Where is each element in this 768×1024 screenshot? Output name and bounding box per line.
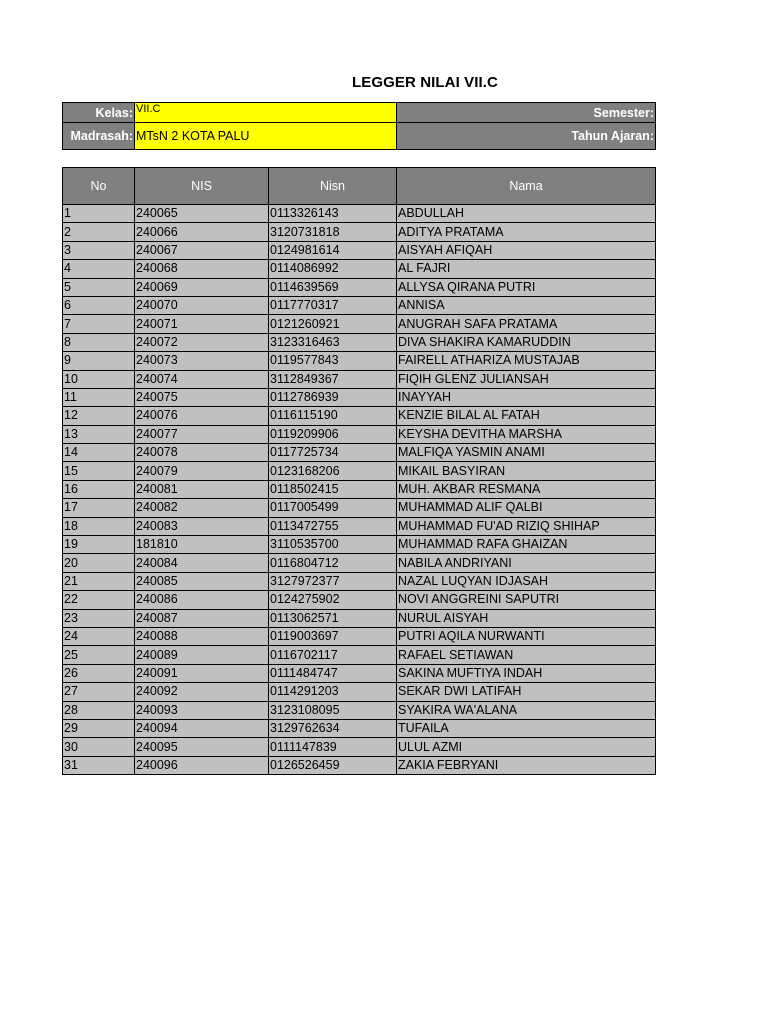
cell-nama: RAFAEL SETIAWAN (397, 646, 656, 664)
table-row (63, 278, 656, 296)
cell-nisn: 0113062571 (269, 609, 397, 627)
cell-nisn: 0119003697 (269, 627, 397, 645)
cell-nama: ADITYA PRATAMA (397, 223, 656, 241)
cell-no: 13 (63, 425, 135, 443)
cell-nis: 240086 (135, 591, 269, 609)
cell-nama: SEKAR DWI LATIFAH (397, 683, 656, 701)
table-row (63, 296, 656, 314)
cell-no: 25 (63, 646, 135, 664)
cell-nama: NOVI ANGGREINI SAPUTRI (397, 591, 656, 609)
cell-nis: 240078 (135, 444, 269, 462)
cell-no: 26 (63, 664, 135, 682)
table-row (63, 609, 656, 627)
cell-nama: MUHAMMAD FU'AD RIZIQ SHIHAP (397, 517, 656, 535)
cell-nisn: 0113472755 (269, 517, 397, 535)
table-row (63, 536, 656, 554)
cell-nama: KENZIE BILAL AL FATAH (397, 407, 656, 425)
cell-nama: ZAKIA FEBRYANI (397, 756, 656, 774)
table-row (63, 554, 656, 572)
cell-no: 10 (63, 370, 135, 388)
cell-nis: 240069 (135, 278, 269, 296)
cell-nis: 240089 (135, 646, 269, 664)
cell-nis: 181810 (135, 536, 269, 554)
cell-no: 30 (63, 738, 135, 756)
table-row (63, 352, 656, 370)
table-row (63, 517, 656, 535)
cell-nis: 240076 (135, 407, 269, 425)
cell-no: 14 (63, 444, 135, 462)
cell-nis: 240068 (135, 260, 269, 278)
cell-nisn: 0111484747 (269, 664, 397, 682)
cell-nisn: 0117005499 (269, 499, 397, 517)
cell-no: 2 (63, 223, 135, 241)
cell-no: 23 (63, 609, 135, 627)
cell-nama: MUHAMMAD ALIF QALBI (397, 499, 656, 517)
cell-nis: 240088 (135, 627, 269, 645)
cell-no: 15 (63, 462, 135, 480)
cell-nis: 240092 (135, 683, 269, 701)
madrasah-value: MTsN 2 KOTA PALU (135, 123, 397, 150)
cell-nis: 240071 (135, 315, 269, 333)
cell-nisn: 3123108095 (269, 701, 397, 719)
cell-nisn: 3129762634 (269, 719, 397, 737)
table-row (63, 591, 656, 609)
cell-nama: KEYSHA DEVITHA MARSHA (397, 425, 656, 443)
student-table (62, 167, 656, 775)
cell-nis: 240074 (135, 370, 269, 388)
cell-nisn: 3112849367 (269, 370, 397, 388)
header-nisn: Nisn (269, 168, 397, 205)
table-row (63, 683, 656, 701)
table-row (63, 260, 656, 278)
table-row (63, 646, 656, 664)
cell-nis: 240079 (135, 462, 269, 480)
cell-no: 9 (63, 352, 135, 370)
table-row (63, 480, 656, 498)
cell-nama: SAKINA MUFTIYA INDAH (397, 664, 656, 682)
cell-nisn: 0113326143 (269, 205, 397, 223)
cell-nis: 240083 (135, 517, 269, 535)
cell-no: 29 (63, 719, 135, 737)
cell-no: 17 (63, 499, 135, 517)
page-title: LEGGER NILAI VII.C (352, 74, 498, 91)
cell-no: 3 (63, 241, 135, 259)
cell-no: 27 (63, 683, 135, 701)
cell-nama: AL FAJRI (397, 260, 656, 278)
cell-nis: 240065 (135, 205, 269, 223)
cell-nisn: 0116804712 (269, 554, 397, 572)
cell-nama: MUHAMMAD RAFA GHAIZAN (397, 536, 656, 554)
cell-nisn: 0123168206 (269, 462, 397, 480)
cell-no: 24 (63, 627, 135, 645)
cell-nama: MUH. AKBAR RESMANA (397, 480, 656, 498)
table-row (63, 499, 656, 517)
cell-nisn: 3123316463 (269, 333, 397, 351)
semester-label: Semester: (397, 103, 656, 123)
cell-no: 31 (63, 756, 135, 774)
cell-nama: INAYYAH (397, 388, 656, 406)
header-nis: NIS (135, 168, 269, 205)
cell-nisn: 0114086992 (269, 260, 397, 278)
cell-nis: 240085 (135, 572, 269, 590)
cell-nisn: 0124275902 (269, 591, 397, 609)
cell-nis: 240084 (135, 554, 269, 572)
cell-nama: NURUL AISYAH (397, 609, 656, 627)
table-header-row (63, 168, 656, 205)
table-row (63, 425, 656, 443)
cell-nis: 240087 (135, 609, 269, 627)
table-row (63, 223, 656, 241)
cell-nisn: 0126526459 (269, 756, 397, 774)
cell-nama: PUTRI AQILA NURWANTI (397, 627, 656, 645)
cell-nis: 240075 (135, 388, 269, 406)
cell-nisn: 0121260921 (269, 315, 397, 333)
cell-nis: 240066 (135, 223, 269, 241)
table-row (63, 572, 656, 590)
cell-no: 28 (63, 701, 135, 719)
cell-nama: NABILA ANDRIYANI (397, 554, 656, 572)
table-body (63, 205, 656, 775)
header-nama: Nama (397, 168, 656, 205)
table-row (63, 738, 656, 756)
table-row (63, 664, 656, 682)
cell-nama: MIKAIL BASYIRAN (397, 462, 656, 480)
table-row (63, 241, 656, 259)
cell-no: 21 (63, 572, 135, 590)
table-row (63, 370, 656, 388)
cell-no: 4 (63, 260, 135, 278)
cell-nisn: 0118502415 (269, 480, 397, 498)
cell-nama: MALFIQA YASMIN ANAMI (397, 444, 656, 462)
cell-nisn: 0111147839 (269, 738, 397, 756)
table-row (63, 627, 656, 645)
cell-nis: 240070 (135, 296, 269, 314)
cell-nama: ULUL AZMI (397, 738, 656, 756)
cell-nis: 240082 (135, 499, 269, 517)
tahun-ajaran-label: Tahun Ajaran: (397, 123, 656, 150)
cell-nisn: 0116702117 (269, 646, 397, 664)
cell-no: 5 (63, 278, 135, 296)
cell-nama: ALLYSA QIRANA PUTRI (397, 278, 656, 296)
kelas-value: VII.C (135, 103, 397, 123)
cell-no: 18 (63, 517, 135, 535)
cell-nisn: 0116115190 (269, 407, 397, 425)
cell-nama: ABDULLAH (397, 205, 656, 223)
cell-nisn: 3120731818 (269, 223, 397, 241)
table-row (63, 462, 656, 480)
cell-no: 12 (63, 407, 135, 425)
cell-nisn: 3110535700 (269, 536, 397, 554)
table-row (63, 205, 656, 223)
table-row (63, 444, 656, 462)
cell-no: 8 (63, 333, 135, 351)
cell-nis: 240073 (135, 352, 269, 370)
cell-nama: SYAKIRA WA'ALANA (397, 701, 656, 719)
cell-no: 20 (63, 554, 135, 572)
cell-no: 11 (63, 388, 135, 406)
cell-nis: 240077 (135, 425, 269, 443)
cell-nama: FIQIH GLENZ JULIANSAH (397, 370, 656, 388)
table-row (63, 756, 656, 774)
cell-nis: 240093 (135, 701, 269, 719)
cell-nis: 240094 (135, 719, 269, 737)
cell-no: 16 (63, 480, 135, 498)
cell-nisn: 0124981614 (269, 241, 397, 259)
cell-nisn: 0119209906 (269, 425, 397, 443)
cell-no: 19 (63, 536, 135, 554)
cell-nisn: 0114639569 (269, 278, 397, 296)
table-row (63, 719, 656, 737)
cell-nis: 240067 (135, 241, 269, 259)
cell-nisn: 0119577843 (269, 352, 397, 370)
cell-nama: NAZAL LUQYAN IDJASAH (397, 572, 656, 590)
kelas-label: Kelas: (63, 103, 135, 123)
info-table (62, 102, 656, 150)
cell-no: 7 (63, 315, 135, 333)
cell-nisn: 0114291203 (269, 683, 397, 701)
table-row (63, 333, 656, 351)
cell-nisn: 0117770317 (269, 296, 397, 314)
cell-nisn: 0112786939 (269, 388, 397, 406)
cell-nama: FAIRELL ATHARIZA MUSTAJAB (397, 352, 656, 370)
cell-nis: 240081 (135, 480, 269, 498)
cell-nama: DIVA SHAKIRA KAMARUDDIN (397, 333, 656, 351)
cell-no: 1 (63, 205, 135, 223)
madrasah-label: Madrasah: (63, 123, 135, 150)
cell-no: 6 (63, 296, 135, 314)
cell-nama: TUFAILA (397, 719, 656, 737)
cell-nis: 240072 (135, 333, 269, 351)
cell-nis: 240091 (135, 664, 269, 682)
table-row (63, 701, 656, 719)
cell-no: 22 (63, 591, 135, 609)
cell-nisn: 0117725734 (269, 444, 397, 462)
table-row (63, 315, 656, 333)
table-row (63, 388, 656, 406)
cell-nama: AISYAH AFIQAH (397, 241, 656, 259)
table-row (63, 407, 656, 425)
cell-nama: ANNISA (397, 296, 656, 314)
cell-nama: ANUGRAH SAFA PRATAMA (397, 315, 656, 333)
cell-nis: 240096 (135, 756, 269, 774)
header-no: No (63, 168, 135, 205)
cell-nisn: 3127972377 (269, 572, 397, 590)
cell-nis: 240095 (135, 738, 269, 756)
